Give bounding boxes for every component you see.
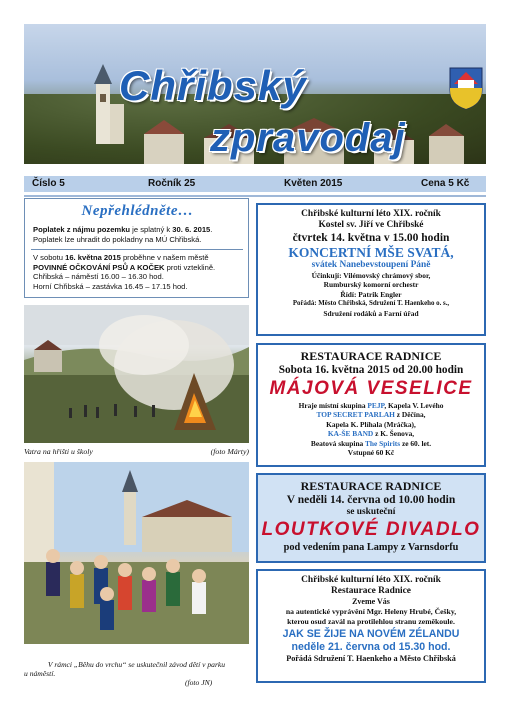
notice-paragraph-vaccination: V sobotu 16. května 2015 proběhne v našem městě POVINNÉ OČKOVÁNÍ PSŮ A KOČEK proti vzteklině. Chřibská – náměstí 16.00 – 16.30 hod. Horní Chřibská – zastávka 16.45 – 17.15 hod. xyxy=(33,253,216,291)
issue-volume: Ročník 25 xyxy=(148,178,196,189)
photo-credit-children: (foto JN) xyxy=(185,678,213,687)
masthead-title-line2: zpravodaj xyxy=(210,116,406,160)
children-photo-illustration xyxy=(24,462,249,644)
fee-lead: Poplatek z nájmu pozemku xyxy=(33,225,131,234)
event-may-dance-title: MÁJOVÁ VESELICE xyxy=(269,378,473,399)
divider xyxy=(24,195,486,197)
divider xyxy=(31,249,243,250)
event-new-zealand-talk: Chřibské kulturní léto XIX. ročník Restaurace Radnice Zveme Vás na autentické vyprávění Mgr. Heleny Hrubé, Češky, kterou osud zavál na protilehlou stranu zeměkoule. JAK SE ŽIJE NA NOVÉM ZÉLANDU neděle 21. června od 15.30 hod. Pořádá Sdružení T. Haenkeho a Město Chřibská xyxy=(256,569,486,683)
photo-caption-children: V rámci „Běhu do vrchu“ se uskutečnil závod dětí v parku u náměstí. xyxy=(24,660,226,678)
masthead-title-line1: Chřibský xyxy=(119,62,307,109)
photo-bonfire xyxy=(24,305,249,443)
event-puppet-title: LOUTKOVÉ DIVADLO xyxy=(261,519,481,540)
notice-heading: Nepřehlédněte… xyxy=(81,203,194,219)
event-may-dance: RESTAURACE RADNICE Sobota 16. května 2015 od 20.00 hodin MÁJOVÁ VESELICE Hraje místní skupina PEJP, Kapela V. Levého TOP SECRET PARLAH z Děčína, Kapela K. Plíhala (Mráčka), KA-ŠE BAND z K. Šenova, Beatová skupina The Spirits ze 60. let. Vstupné 60 Kč xyxy=(256,343,486,467)
notice-paragraph-fee: Poplatek z nájmu pozemku je splatný k 30. 6. 2015. Poplatek lze uhradit do pokladny na MÚ Chřibská. xyxy=(33,225,213,244)
issue-info-bar xyxy=(24,176,486,192)
issue-number: Číslo 5 xyxy=(32,178,65,189)
photo-children-race xyxy=(24,462,249,644)
masthead xyxy=(24,24,486,164)
town-crest-icon xyxy=(448,66,484,110)
bonfire-photo-illustration xyxy=(24,305,249,443)
issue-date: Květen 2015 xyxy=(284,178,343,189)
notice-box xyxy=(24,198,249,298)
church-illustration xyxy=(84,64,124,144)
event-puppet-theatre: RESTAURACE RADNICE V neděli 14. června od 10.00 hodin se uskuteční LOUTKOVÉ DIVADLO pod vedením pana Lampy z Varnsdorfu xyxy=(256,473,486,563)
event-concert-mass: Chřibské kulturní léto XIX. ročník Kostel sv. Jiří ve Chřibské čtvrtek 14. května v 15.00 hodin KONCERTNÍ MŠE SVATÁ, svátek Nanebevstoupení Páně Účinkují: Vilémovský chrámový sbor, Rumburský komorní orchestr Řídí: Patrik Engler Pořádá: Město Chřibská, Sdružení T. Haenkeho o. s., Sdružení rodáků a Farní úřad xyxy=(256,203,486,336)
issue-price: Cena 5 Kč xyxy=(421,178,470,189)
